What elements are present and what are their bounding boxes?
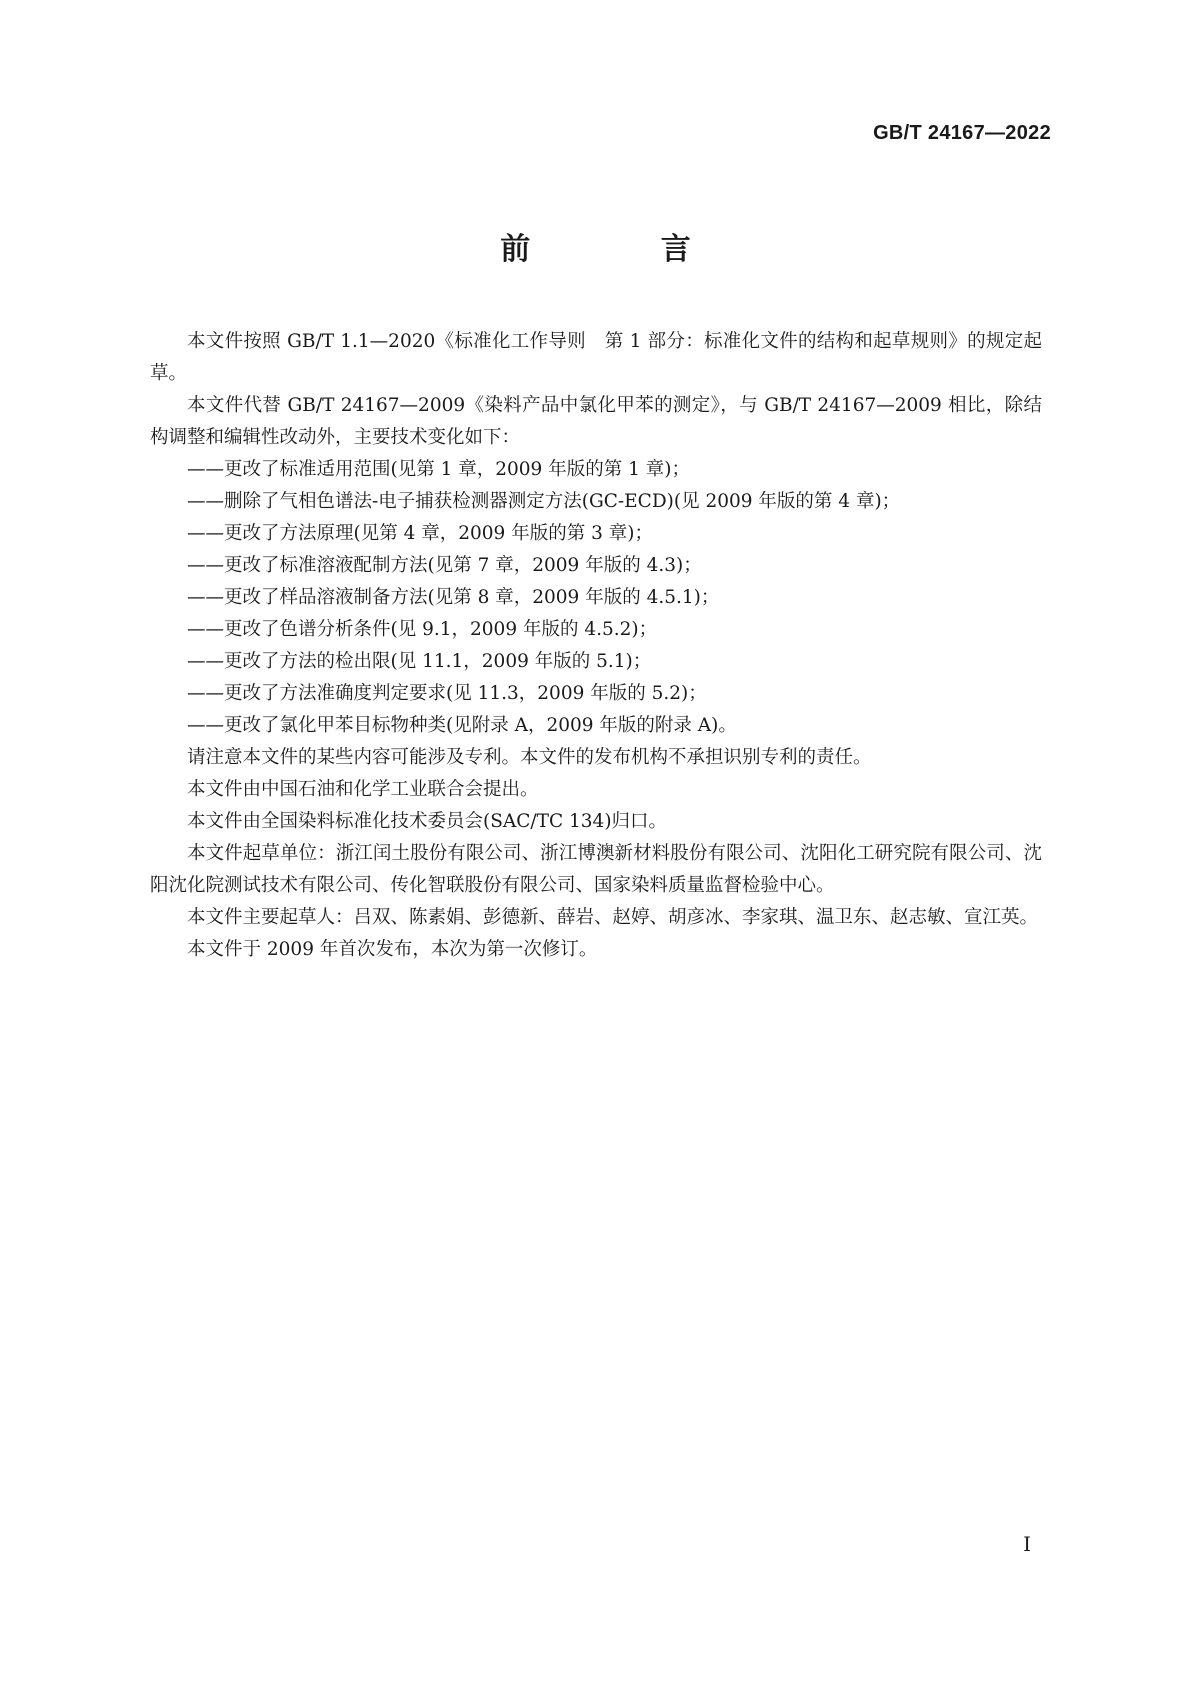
paragraph-history: 本文件于 2009 年首次发布，本次为第一次修订。: [187, 939, 598, 960]
paragraph-committee: 本文件由全国染料标准化技术委员会(SAC/TC 134)归口。: [187, 811, 668, 832]
paragraph-drafting-rules: 本文件按照 GB/T 1.1—2020《标准化工作导则 第 1 部分：标准化文件的结构和起草规则》的规定起草。: [150, 331, 1042, 384]
paragraph-drafting-units: 本文件起草单位：浙江闰土股份有限公司、浙江博澳新材料股份有限公司、沈阳化工研究院有限公司、沈阳沈化院测试技术有限公司、传化智联股份有限公司、国家染料质量监督检验中心。: [150, 843, 1042, 896]
change-item: ——更改了方法的检出限(见 11.1，2009 年版的 5.1)；: [187, 651, 652, 672]
change-item: ——更改了样品溶液制备方法(见第 8 章，2009 年版的 4.5.1)；: [187, 587, 720, 608]
foreword-body: [150, 326, 1042, 966]
change-item: ——更改了方法准确度判定要求(见 11.3，2009 年版的 5.2)；: [187, 683, 707, 704]
change-item: ——更改了色谱分析条件(见 9.1，2009 年版的 4.5.2)；: [187, 619, 658, 640]
change-item: ——删除了气相色谱法-电子捕获检测器测定方法(GC-ECD)(见 2009 年版的第 4 章)；: [187, 491, 901, 512]
standard-code: GB/T 24167—2022: [873, 122, 1051, 144]
paragraph-patent-notice: 请注意本文件的某些内容可能涉及专利。本文件的发布机构不承担识别专利的责任。: [187, 747, 872, 768]
page-number: I: [1023, 1532, 1031, 1556]
change-item: ——更改了氯化甲苯目标物种类(见附录 A，2009 年版的附录 A)。: [187, 715, 737, 736]
paragraph-drafters: 本文件主要起草人：吕双、陈素娟、彭德新、薛岩、赵婷、胡彦冰、李家琪、温卫东、赵志敏、宣江英。: [187, 907, 1039, 928]
change-item: ——更改了标准适用范围(见第 1 章，2009 年版的第 1 章)；: [187, 459, 690, 480]
paragraph-proposer: 本文件由中国石油和化学工业联合会提出。: [187, 779, 539, 800]
paragraph-replacement: 本文件代替 GB/T 24167—2009《染料产品中氯化甲苯的测定》，与 GB/T 24167—2009 相比，除结构调整和编辑性改动外，主要技术变化如下：: [150, 395, 1042, 448]
change-item: ——更改了标准溶液配制方法(见第 7 章，2009 年版的 4.3)；: [187, 555, 702, 576]
page-title: 前 言: [500, 232, 751, 267]
change-item: ——更改了方法原理(见第 4 章，2009 年版的第 3 章)；: [187, 523, 653, 544]
